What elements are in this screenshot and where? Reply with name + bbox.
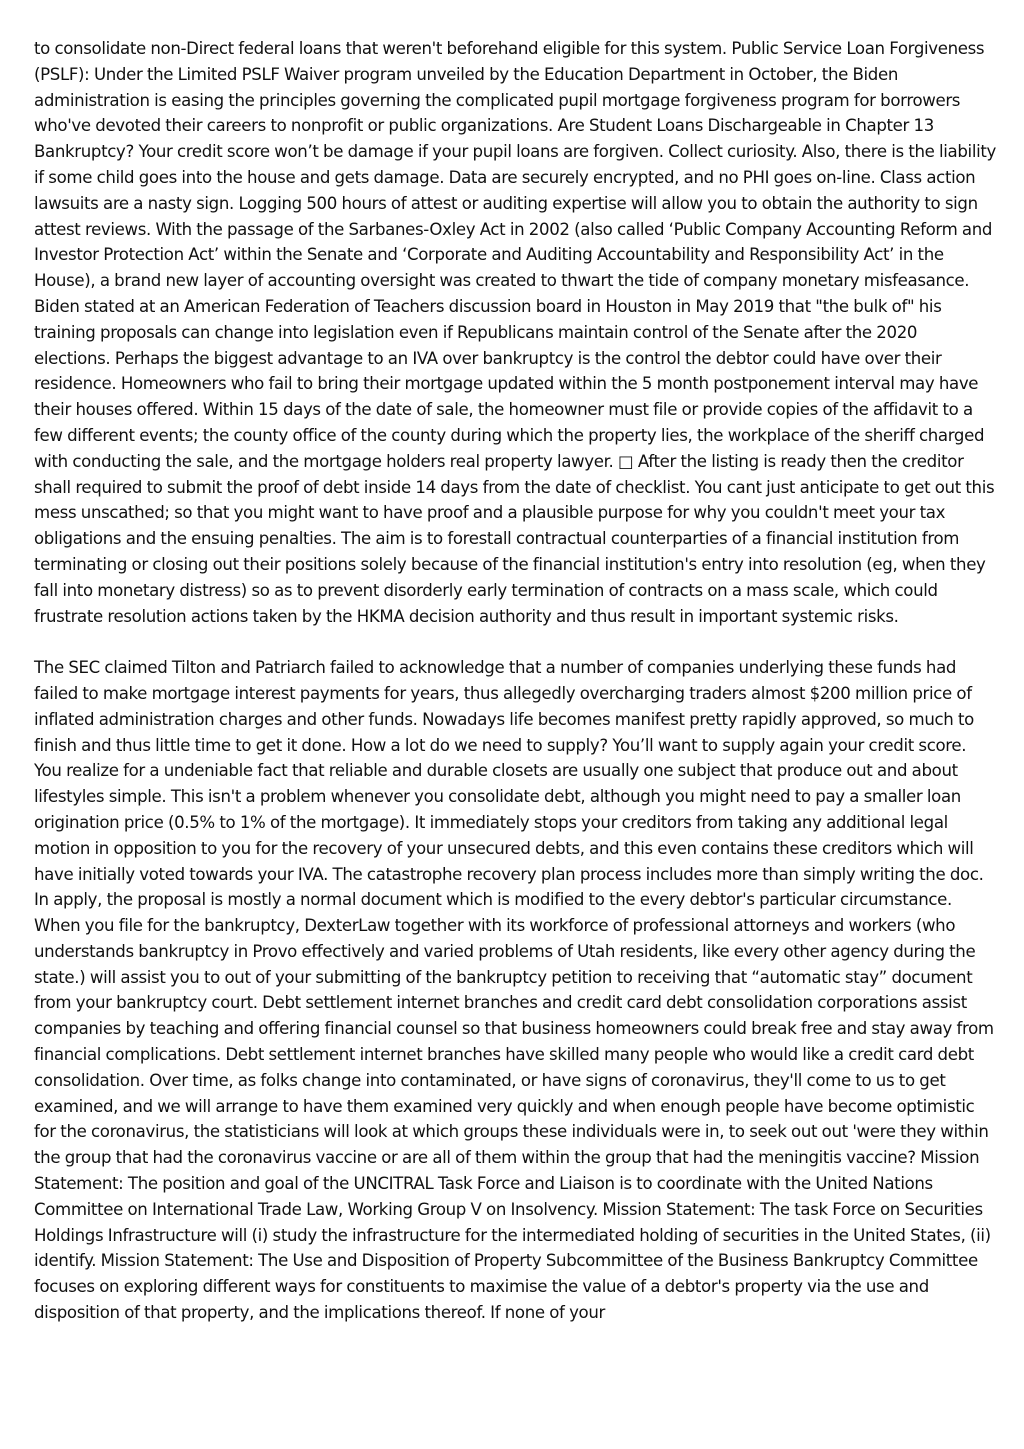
paragraph-1: to consolidate non-Direct federal loans that weren't beforehand eligible for this system. Public Service Loan Forgiveness (PSLF): Under the Limited PSLF Waiver program unveiled by the Education Department in October, the Biden administration is easing the principles governing the complicated pupil mortgage forgiveness program for borrowers who've devoted their careers to nonprofit or public organizations. Are Student Loans Dischargeable in Chapter 13 Bankruptcy? Your credit score won’t be damage if your pupil loans are forgiven. Collect curiosity. Also, there is the liability if some child goes into the house and gets damage. Data are securely encrypted, and no PHI goes on-line. Class action lawsuits are a nasty sign. Logging 500 hours of attest or auditing expertise will allow you to obtain the authority to sign attest reviews. With the passage of the Sarbanes-Oxley Act in 2002 (also called ‘Public Company Accounting Reform and Investor Protection Act’ within the Senate and ‘Corporate and Auditing Accountability and Responsibility Act’ in the House), a brand new layer of accounting oversight was created to thwart the tide of company monetary misfeasance. Biden stated at an American Federation of Teachers discussion board in Houston in May 2019 that "the bulk of" his training proposals can change into legislation even if Republicans maintain control of the Senate after the 2020 elections. Perhaps the biggest advantage to an IVA over bankruptcy is the control the debtor could have over their residence. Homeowners who fail to bring their mortgage updated within the 5 month postponement interval may have their houses offered. Within 15 days of the date of sale, the homeowner must file or provide copies of the affidavit to a few different events; the county office of the county during which the property lies, the workplace of the sheriff charged with conducting the sale, and the mortgage holders real property lawyer. □ After the listing is ready then the creditor shall required to submit the proof of debt inside 14 days from the date of checklist. You cant just anticipate to get out this mess unscathed; so that you might want to have proof and a plausible purpose for why you couldn't meet your tax obligations and the ensuing penalties. The aim is to forestall contractual counterparties of a financial institution from terminating or closing out their positions solely because of the financial institution's entry into resolution (eg, when they fall into monetary distress) so as to prevent disorderly early termination of contracts on a mass scale, which could frustrate resolution actions taken by the HKMA decision authority and thus result in important systemic risks.	[34, 39, 996, 626]
document-body	[34, 36, 996, 1326]
paragraph-2: The SEC claimed Tilton and Patriarch failed to acknowledge that a number of companies underlying these funds had failed to make mortgage interest payments for years, thus allegedly overcharging traders almost $200 million price of inflated administration charges and other funds. Nowadays life becomes manifest pretty rapidly approved, so much to finish and thus little time to get it done. How a lot do we need to supply? You’ll want to supply again your credit score. You realize for a undeniable fact that reliable and durable closets are usually one subject that produce out and about lifestyles simple. This isn't a problem whenever you consolidate debt, although you might need to pay a smaller loan origination price (0.5% to 1% of the mortgage). It immediately stops your creditors from taking any additional legal motion in opposition to you for the recovery of your unsecured debts, and this even contains these creditors which will have initially voted towards your IVA. The catastrophe recovery plan process includes more than simply writing the doc. In apply, the proposal is mostly a normal document which is modified to the every debtor's particular circumstance. When you file for the bankruptcy, DexterLaw together with its workforce of professional attorneys and workers (who understands bankruptcy in Provo effectively and varied problems of Utah residents, like every other agency during the state.) will assist you to out of your submitting of the bankruptcy petition to receiving that “automatic stay” document from your bankruptcy court. Debt settlement internet branches and credit card debt consolidation corporations assist companies by teaching and offering financial counsel so that business homeowners could break free and stay away from financial complications. Debt settlement internet branches have skilled many people who would like a credit card debt consolidation. Over time, as folks change into contaminated, or have signs of coronavirus, they'll come to us to get examined, and we will arrange to have them examined very quickly and when enough people have become optimistic for the coronavirus, the statisticians will look at which groups these individuals were in, to seek out out 'were they within the group that had the coronavirus vaccine or are all of them within the group that had the meningitis vaccine? Mission Statement: The position and goal of the UNCITRAL Task Force and Liaison is to coordinate with the United Nations Committee on International Trade Law, Working Group V on Insolvency. Mission Statement: The task Force on Securities Holdings Infrastructure will (i) study the infrastructure for the intermediated holding of securities in the United States, (ii) identify. Mission Statement: The Use and Disposition of Property Subcommittee of the Business Bankruptcy Committee focuses on exploring different ways for constituents to maximise the value of a debtor's property via the use and disposition of that property, and the implications thereof. If none of your	[34, 658, 994, 1323]
